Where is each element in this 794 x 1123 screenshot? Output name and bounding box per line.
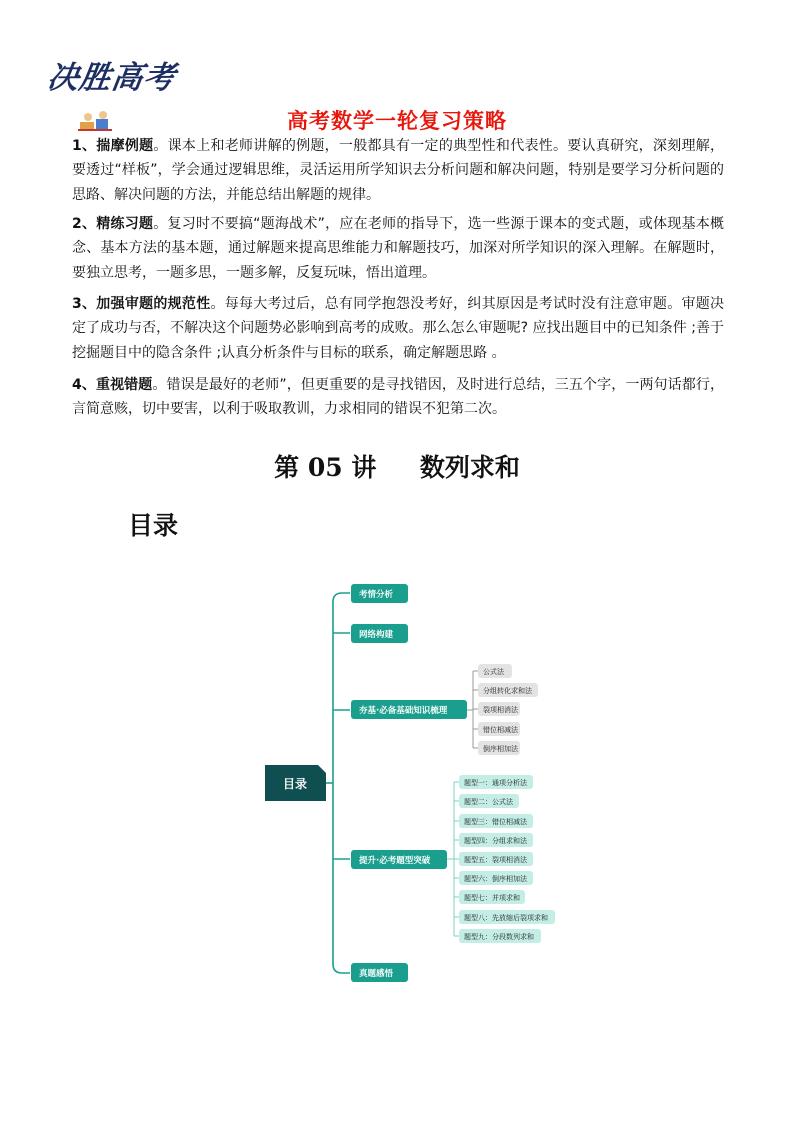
strategy-paragraph-2: 2、精练习题。复习时不要搞“题海战术”，应在老师的指导下，选一些源于课本的变式题，或体现基本概念、基本方法的基本题，通过解题来提高思维能力和解题技巧，加深对所学知识的深入理解。在解题时，要独立思考，一题多思，一题多解，反复玩味，悟出道理。 [72,216,725,281]
svg-text:题型九：分段数列求和: 题型九：分段数列求和 [464,933,534,941]
svg-text:倒序相加法: 倒序相加法 [483,745,518,753]
svg-text:题型二：公式法: 题型二：公式法 [464,798,513,806]
root-node-label: 目录 [283,777,308,791]
svg-text:题型四：分组求和法: 题型四：分组求和法 [464,837,527,845]
branch-label-1: 考情分析 [359,590,394,600]
svg-text:题型六：倒序相加法: 题型六：倒序相加法 [464,875,527,883]
strategy-paragraph-4: 4、重视错题。错误是最好的老师”，但更重要的是寻找错因，及时进行总结，三五个字，一两句话都行，言简意赅，切中要害，以利于吸取教训，力求相同的错误不犯第二次。 [72,377,724,418]
svg-text:题型七：并项求和: 题型七：并项求和 [464,894,520,902]
branch-label-3: 夯基·必备基础知识梳理 [359,706,448,716]
strategy-paragraph-3: 3、加强审题的规范性。每每大考过后，总有同学抱怨没考好，纠其原因是考试时没有注意审题。审题决定了成功与否，不解决这个问题势必影响到高考的成败。那么怎么审题呢? 应找出题目中的已知条件 ;善于挖掘题目中的隐含条件 ;认真分析条件与目标的联系，确定解题思路 。 [72,296,725,361]
svg-text:题型五：裂项相消法: 题型五：裂项相消法 [464,856,527,864]
branch-label-4: 提升·必考题型突破 [359,856,431,866]
toc-title: 目录 [128,511,179,540]
knowledge-leaves [478,664,538,755]
trunk-lines [333,593,350,973]
svg-text:分组转化求和法: 分组转化求和法 [483,687,532,695]
svg-text:题型三：错位相减法: 题型三：错位相减法 [464,818,527,826]
question-type-leaves [459,775,555,943]
lecture-number: 第 05 讲 [274,453,377,482]
svg-text:裂项相消法: 裂项相消法 [483,706,518,714]
svg-text:题型一：通项分析法: 题型一：通项分析法 [464,779,527,787]
lecture-topic: 数列求和 [419,453,520,482]
svg-text:题型八：先放缩后裂项求和: 题型八：先放缩后裂项求和 [464,914,548,922]
svg-text:公式法: 公式法 [483,668,504,676]
branch-label-2: 网络构建 [359,630,394,640]
branch-label-5: 真题感悟 [359,969,394,979]
document-title: 高考数学一轮复习策略 [287,109,507,133]
knowledge-connectors [467,671,478,748]
logo-text: 决胜高考 [44,60,179,96]
strategy-paragraph-1: 1、揣摩例题。课本上和老师讲解的例题，一般都具有一定的典型性和代表性。要认真研究，深刻理解，要透过“样板”，学会通过逻辑思维，灵活运用所学知识去分析问题和解决问题，特别是要学习分析问题的思路、解决问题的方法，并能总结出解题的规律。 [72,138,725,203]
question-type-connectors [447,782,459,936]
svg-text:错位相减法: 错位相减法 [483,726,518,734]
